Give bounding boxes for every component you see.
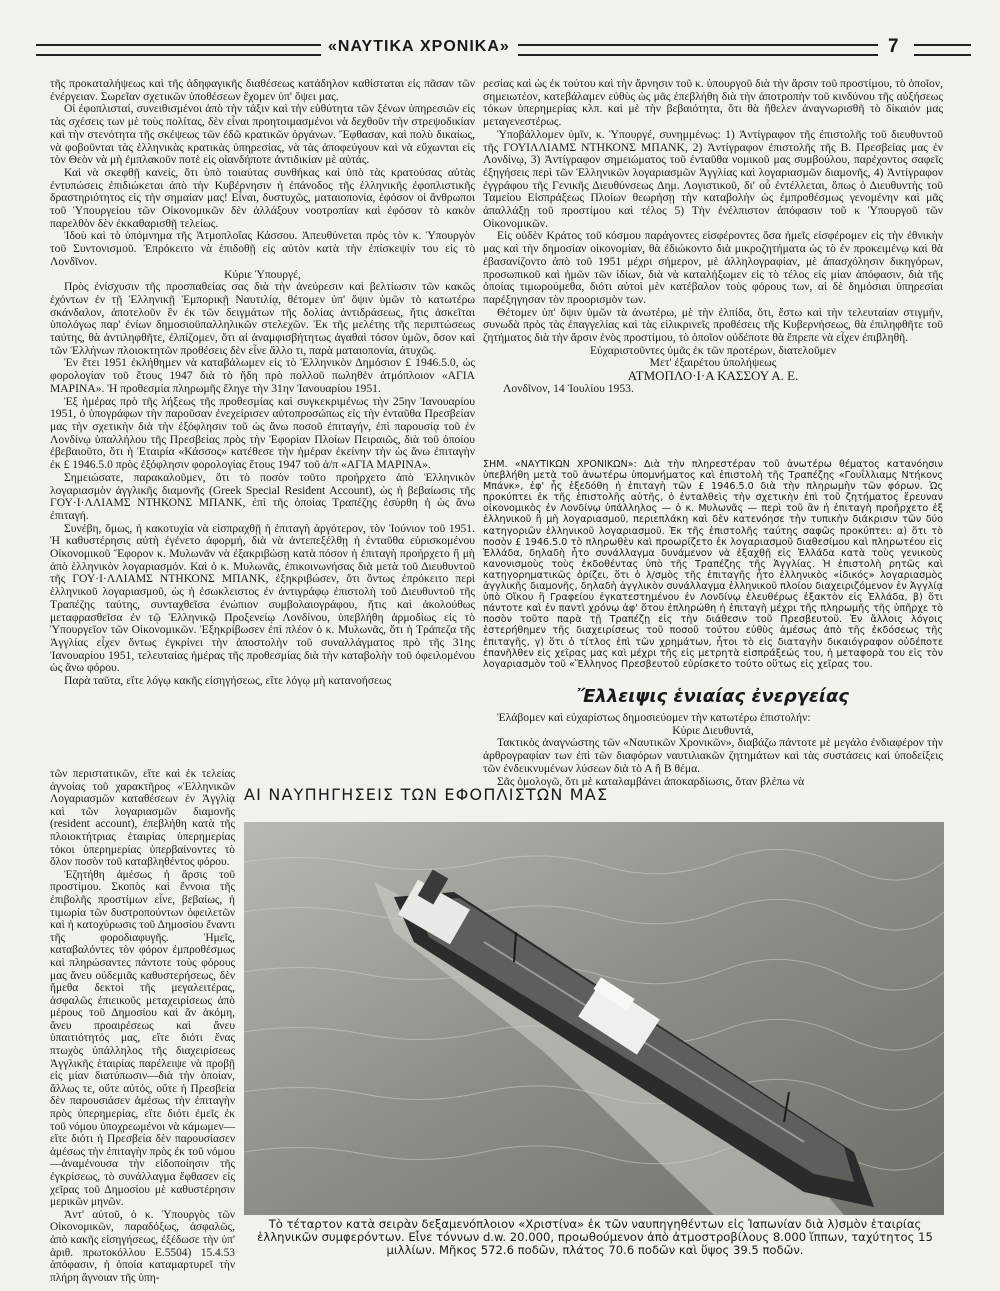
paragraph: Ἐξ ἡμέρας πρὸ τῆς λήξεως τῆς προθεσμίας καὶ συγκεκριμένως τὴν 25ην Ἰανουαρίου 1951, ὁ ὑπογράφων τὴν παροῦσαν ἐνεχείρισεν αὐτοπροσώπως εἰς τὴν ἐνταῦθα Πρεσβείαν μας τὴν σχετικὴν διὰ τὴν ἐξόφλησιν τοῦ ὡς ἄνω ποσοῦ ἐπιταγήν, ἐπὶ παρουσίᾳ τοῦ ἐν Λονδίνῳ ὑπαλλήλου τῆς Πρεσβείας πρὸς τὴν Ἐφορίαν Πλοίων Πειραιῶς, διὰ τοῦ ὁποίου ἐβεβαιοῦτο, ὅτι ἡ Ἑταιρία «Κάσσος» κατέθεσε τὴν ἡμέραν ἐκείνην τὴν ὡς ἄνω ἐπιταγὴν ἐκ £ 1946.5.0 πρὸς ἐξόφλησιν φορολογίας ἔτους 1947 τοῦ ἁ/π «ΑΓΙΑ ΜΑΡΙΝΑ». — [50, 394, 475, 472]
paragraph: Θέτομεν ὑπ' ὄψιν ὑμῶν τὰ ἀνωτέρω, μὲ τὴν ἐλπίδα, ὅτι, ἔστω καὶ τὴν τελευταίαν στιγμήν, συνωδὰ πρὸς τὰς ἐπαγγελίας καὶ τὰς εἰλικρινεῖς προθέσεις τῆς Κυβερνήσεως, θὰ ἐπιληφθῆτε τοῦ ζητήματος διὰ τὴν ἄρσιν ἑνὸς προστίμου, τὸ ὁποῖον οὐδέποτε θὰ ἔπρεπε νὰ εἶχεν ἐπιβληθῆ. — [483, 305, 943, 345]
rule-right — [518, 44, 878, 56]
paragraph: Οἱ ἐφοπλισταί, συνειθισμένοι ἀπὸ τὴν τάξιν καὶ τὴν εὐθύτητα τῶν ξένων ὑπηρεσιῶν εἰς τὰς σχέσεις των μὲ τοὺς πολίτας, δὲν εἶναι προητοιμασμένοι νὰ δεχθοῦν τὴν στρεψοδικίαν καὶ τὴν στενότητα τῆς σκέψεως τῶν ἐδῶ κρατικῶν ὀργάνων. Ἔφθασαν, καὶ πολὺ δικαίως, νὰ φοβοῦνται τὰς ἑλληνικὰς κρατικὰς ὑπηρεσίας, νὰ τὰς ἀποφεύγουν καὶ νὰ εὔχωνται εἰς τὸν Θεὸν νὰ μὴ ἐμπλακοῦν ποτὲ εἰς οἱανδήποτε ἀντιδικίαν μὲ αὐτάς. — [50, 102, 475, 167]
paragraph: Πρὸς ἐνίσχυσιν τῆς προσπαθείας σας διὰ τὴν ἀνεύρεσιν καὶ βελτίωσιν τῶν κακῶς ἐχόντων ἐν τῇ Ἑλληνικῇ Ἐμπορικῇ Ναυτιλίᾳ, θέτομεν ὑπ' ὄψιν ὑμῶν τὸ κατωτέρω σκάνδαλον, ἀποτελοῦν ἓν ἐκ τῶν δειγμάτων τῆς δολίας ἀντιδράσεως, ἥτις ἀσκεῖται ὑπολόγως παρ' ἐνίων δημοσιοϋπαλληλικῶν στελεχῶν. Ἐκ τῆς μελέτης τῆς περιπτώσεως ταύτης, θὰ ἀντιληφθῆτε, ἐλπίζομεν, ὅτι αἱ ἀναμφισβήτητως ἀγαθαὶ τόσον ὑμῶν, ὅσον καὶ τῶν Ἑλλήνων πλοιοκτητῶν προθέσεις δὲν εἶνε ἄλλο τι, παρὰ ματαιοπονία, ἀτυχῶς. — [50, 280, 475, 357]
closing: Εὐχαριστοῦντες ὑμᾶς ἐκ τῶν προτέρων, διατελοῦμεν — [589, 343, 837, 357]
paragraph: τῆς προκαταλήψεως καὶ τῆς ἀδηφαγικῆς διαθέσεως κατάδηλον καθίσταται εἰς πᾶσαν τῶν ἐνέργειαν. Σωρεῖαν σχετικῶν ὑποθέσεων ἔχομεν ὑπ' ὄψει μας. — [50, 77, 475, 103]
tanker-photo — [244, 822, 944, 1215]
closing: Μετ' ἐξαιρέτου ὑπολήψεως — [649, 356, 777, 370]
paragraph: Παρὰ ταῦτα, εἴτε λόγῳ κακῆς εἰσηγήσεως, εἴτε λόγῳ μὴ κατανοήσεως — [64, 674, 392, 688]
letter-column — [483, 711, 943, 788]
paragraph: τῶν περιστατικῶν, εἴτε καὶ ἐκ τελείας ἀγνοίας τοῦ χαρακτῆρος «Ἑλληνικῶν Λογαριασμῶν καταθέσεων ἐν Ἀγγλίᾳ καὶ τῶν λογαριασμῶν διαμονῆς (resident account), ἐπεβλήθη κατὰ τῆς πλοιοκτήτριας ἑταιρίας ὑπερημερίας τόκοι ὑπερημερίας ὑπερβαίνοντες τὸ ὅλον ποσὸν τοῦ καταβληθέντος φόρου. — [50, 768, 235, 869]
rule-end — [914, 44, 971, 56]
right-column — [483, 78, 943, 458]
paragraph: Ἐλάβομεν καὶ εὐχαρίστως δημοσιεύομεν τὴν κατωτέρω ἐπιστολήν: — [497, 711, 811, 724]
note-text: ΣΗΜ. «ΝΑΥΤΙΚΩΝ ΧΡΟΝΙΚΩΝ»: Διὰ τὴν πληρεστέραν τοῦ ἀνωτέρω θέματος κατανόησιν ὑπεβλήθη μετὰ τοῦ ἀνωτέρω ὑπομνήματος καὶ ἐπιστολὴ τῆς Τραπέζης «Γουΐλλιαμς Ντήκονς Μπάνκ», ἐφ' ἧς ἐξεδόθη ἡ ἐπιταγὴ τῶν £ 1946.5.0 διὰ τὴν πληρωμὴν τῶν φόρων. Ὡς προκύπτει ἐκ τῆς ἐπιστολῆς αὐτῆς, ὁ ἐνταλθεὶς τὴν σχετικὴν ἐπὶ τοῦ ζητήματος ἔρευναν οἰκονομικὸς ἐν Λονδίνῳ ὑπάλληλος — ὁ κ. Μυλωνᾶς — περὶ τοῦ ἂν ἡ ἐπιταγὴ προῆρχετο ἐξ ἑλληνικοῦ ἢ μὴ λογαριασμοῦ, περιεπλάκη καὶ δὲν κατενόησε τὴν τυπικὴν διάκρισιν τῶν δύο κατηγοριῶν ἑλληνικοῦ λογαριασμοῦ. Ἐκ τῆς ἐπιστολῆς ταύτης σαφῶς προκύπτει: α) ὅτι τὸ ποσὸν £ 1946.5.0 τὸ πληρωθὲν καὶ προωρίζετο ἐκ λογαριασμοῦ διαθεσίμου καὶ πληρωτέου εἰς Ἑλλάδα, δηλαδὴ ἦτο συνάλλαγμα δυνάμενον νὰ ἐξαχθῇ εἰς Ἑλλάδα κατὰ τοὺς γενικοὺς κανονισμοὺς τοὺς ἐκδοθέντας ὑπὸ τῆς Τραπέζης τῆς Ἀγγλίας. Ἡ ἐπιστολὴ ρητῶς καὶ κατηγορηματικῶς ὁρίζει, ὅτι ὁ λ/σμὸς τῆς ἐπιταγῆς ἦτο ἑλληνικὸς «ἰδικός» λογαριασμὸς ἀγγλικῆς διαμονῆς, δηλαδὴ ἀγγλικὸν συνάλλαγμα ἑλληνικοῦ πλοίου διαχειριζόμενον ἐν Ἀγγλίᾳ ὑπὸ Οἴκου ἢ Γραφείου ἐγκατεστημένου ἐν Λονδίνῳ ἐλευθέρως ἐξακτὸν εἰς Ἑλλάδα, β) ὅτι πάντοτε καὶ ἐν παντὶ χρόνῳ ἀφ' ὅτου ἐπληρώθη ἡ ἐπιταγὴ μέχρι τῆς πληρωμῆς τῆς ὑπῆρχε τὸ ποσὸν τοῦτο παρὰ τῇ Τραπέζῃ εἰς τὴν διάθεσιν τοῦ Πρεσβευτοῦ. Ἐν ἄλλοις λόγοις ἐστερήθημεν τῆς διαχειρίσεως τοῦ ποσοῦ τούτου εὐθὺς ἀμέσως ἀπὸ τῆς ἐκδόσεως τῆς ἐπιταγῆς, γ) ὅτι ὁ τίτλος ἐπὶ τῶν χρημάτων, ἦτοι τὸ εἰς διαταγὴν δικαιόγραφον οὐδέποτε ἐπανῆλθεν εἰς χεῖρας μας καὶ μέχρι τῆς εἰς μετρητὰ εἰσπράξεώς του, ἡ μεταφορὰ του εἰς τὸν λογαριασμὸν τοῦ «Ἕλληνος Πρεσβευτοῦ εὑρίσκετο τούτο οὕτως εἰς χεῖρας του. — [483, 459, 943, 670]
photo-caption: Τὸ τέταρτον κατὰ σειρὰν δεξαμενόπλοιον «Χριστίνα» ἐκ τῶν ναυπηγηθέντων εἰς Ἰαπωνίαν διὰ λ)σμὸν ἑταιρίας ἑλληνικῶν συμφερόντων. Εἶνε τόννων d.w. 20.000, προωθούμενον ἀπὸ ἀτμοστροβίλους 8.000 ἵππων, ταχύτητος 15 μιλλίων. Μῆκος 572.6 ποδῶν, πλάτος 70.6 ποδῶν καὶ ὕψος 39.5 ποδῶν. — [257, 1217, 933, 1257]
left-column — [50, 78, 475, 768]
signature: ΑΤΜΟΠΛΟ·Ι·Α ΚΑΣΣΟΥ Α. Ε. — [627, 368, 799, 384]
paragraph: Εἰς οὐδὲν Κράτος τοῦ κόσμου παράγοντες εἰσφέροντες ὅσα ἡμεῖς εἰσφέρομεν εἰς τὴν ἐθνικὴν μας καὶ τὴν δημοσίαν οἰκονομίαν, θὰ ἐδιώκοντο διὰ μικροζητήματα ὡς τὸ ἐν προκειμένῳ καὶ θὰ ἐβασανίζοντο ἀπὸ τοῦ 1951 μέχρι σήμερον, μὲ ἀλληλογραφίαν, μὲ ἀπασχόλησιν δικηγόρων, προσωπικοῦ καὶ ἡμῶν τῶν ἰδίων, διὰ νὰ καταλήξωμεν εἰς τὸ τέλος εἰς μίαν ἀπόφασιν, διὰ τῆς ὁποίας τιμωρούμεθα, διότι αὐτοὶ μὲν κατέβαλον τοὺς φόρους των, αἱ δὲ δημόσιαι ὑπηρεσίαι παρέξηγησαν τὸν προορισμὸν των. — [483, 229, 943, 306]
paragraph: Ἐν ἔτει 1951 ἐκλήθημεν νὰ καταβάλωμεν εἰς τὸ Ἑλληνικὸν Δημόσιον £ 1946.5.0, ὡς φορολογίαν τοῦ ἔτους 1947 διὰ τὸ ἤδη πρὸ πολλοῦ πωληθὲν ἀτμόπλοιον «ΑΓΙΑ ΜΑΡΙΝΑ». Ἡ προθεσμία πληρωμῆς ἔληγε τὴν 31ην Ἰανουαρίου 1951. — [50, 356, 475, 395]
paragraph: Ὑποβάλλομεν ὑμῖν, κ. Ὑπουργέ, συνημμένως: 1) Ἀντίγραφον τῆς ἐπιστολῆς τοῦ διευθυντοῦ τῆς ΓΟΥΙΛΛΙΑΜΣ ΝΤΗΚΟΝΣ ΜΠΑΝΚ, 2) Ἀντίγραφον ἐπιστολῆς τῆς Β. Πρεσβείας μας ἐν Λονδίνῳ, 3) Ἀντίγραφον σημειώματος τοῦ ἐνταῦθα νομικοῦ μας συμβούλου, παρέχοντος σαφεῖς ἐξηγήσεις περὶ τῶν Ἑλληνικῶν λογαριασμῶν Ἀγγλίας καὶ λογαριασμῶν διαμονῆς, 4) Ἀντίγραφον ἐγγράφου τῆς Γενικῆς Διευθύνσεως Δημ. Λογιστικοῦ, δι' οὗ ἐντέλλεται, ὅπως ὁ Διευθυντὴς τοῦ Ταμείου Εἰσπράξεως Πλοίων θεωρήσῃ τὴν καταβολὴν ὡς ἐμπροθέσμως γενομένην καὶ μᾶς ἀπαλλάξῃ τοῦ προστίμου καὶ τέλος 5) Τὴν ἐνέλπιστον ἀπόφασιν τοῦ κ Ὑπουργοῦ τῶν Οἰκονομικῶν. — [483, 127, 943, 230]
paragraph: Ἐζητήθη ἀμέσως ἡ ἄρσις τοῦ προστίμου. Σκοπὸς καὶ ἔννοια τῆς ἐπιβολῆς προστίμων εἶνε, βεβαίως, ἡ τιμωρία τῶν δυστροπούντων ὀφειλετῶν καὶ ἡ κατοχύρωσις τοῦ Δημοσίου ἔναντι τῆς φοροδιαφυγῆς. Ἡμεῖς, καταβαλόντες τὸν φόρον ἐμπροθέσμως καὶ πληρώσαντες πάντοτε τοὺς φόρους μας ἄνευ οὐδεμιᾶς καθυστερήσεως, δὲν ἤμεθα δεκτοὶ τῆς μεγαλειτέρας, ἀσφαλῶς ἐπιεικοῦς μεταχειρίσεως ἀπὸ μέρους τοῦ Δημοσίου καὶ ἄν ἀκόμη, ἄνευ προαιρέσεως καὶ ἄνευ ὑπαιτιότητός μας, εἴτε διότι ἕνας πτωχὸς ὑπάλληλος τῆς διαχειρίσεως Ἀγγλικῆς ἑταιρίας παρέλειψε νὰ προβῇ εἰς μίαν διατύπωσιν—διὰ τὴν ὁποίαν, ἄλλως τε, οὔτε αὐτός, οὔτε ἡ Πρεσβεία δὲν παρουσιάσεν ἀμέσως τὴν ἐπιταγὴν πρὸς ὑπερημερίας, εἴτε διότι ἐμεῖς ἐκ τοῦ νόμου ὑποχρεωμένοι νὰ κάμωμεν—εἴτε διότι ἡ Πρεσβεία δὲν παρουσίασεν ἀμέσως τὴν ἐπιταγὴν πρὸς ἐκ τοῦ νόμου—ἀναμένουσα τὴν εἰδοποίησιν τῆς ἐγκρίσεως, τὸ συνάλλαγμα ἔφθασεν εἰς χεῖρας τοῦ Δημοσίου μὲ καθυστέρησιν μερικῶν μηνῶν. — [50, 868, 235, 1209]
paragraph: Σημειώσατε, παρακαλοῦμεν, ὅτι τὸ ποσὸν τοῦτο προήρχετο ἀπὸ Ἑλληνικὸν λογαριασμὸν ἀγγλικῆς διαμονῆς (Greek Special Resident Account), ὡς ἡ βεβαίωσις τῆς ΓΟΥ·Ι·ΛΛΙΑΜΣ ΝΤΗΚΟΝΣ ΜΠΑΝΚ, ἐπὶ τῆς ὁποίας Τραπέζης ἐσύρθη ἡ ὡς ἄνω ἐπιταγή. — [50, 470, 475, 522]
left-column-lower — [50, 768, 235, 1284]
photo-title: ΑΙ ΝΑΥΠΗΓΗΣΕΙΣ ΤΩΝ ΕΦΟΠΛΙΣΤΩΝ ΜΑΣ — [244, 785, 609, 804]
paragraph: Ἰδοὺ καὶ τὸ ὑπόμνημα τῆς Ἀτμοπλοΐας Κάσσου. Ἀπευθύνεται πρὸς τὸν κ. Ὑπουργὸν τοῦ Συντονισμοῦ. Ἐπρόκειτο νὰ ἐπιδοθῇ εἰς αὐτὸν κατὰ τὴν ἐπίσκεψίν του εἰς τὸ Λονδῖνον. — [50, 229, 475, 268]
page-number: 7 — [888, 36, 899, 57]
salutation: Κύριε Διευθυντά, — [672, 723, 754, 737]
paragraph: Καὶ νὰ σκεφθῇ κανείς, ὅτι ὑπὸ τοιαύτας συνθήκας καὶ ὑπὸ τὰς κρατούσας αὐτὰς ἐντυπώσεις ἐπιδιώκεται ἀπὸ τὴν Κυβέρνησιν ἡ ἐπάνοδος τῆς ἑλληνικῆς ἐφοπλιστικῆς δραστηριότητος εἰς τὴν σημαίαν μας! Εἶναι, δυστυχῶς, ματαιοπονία, ἐφόσον οἱ ἄνθρωποι τοῦ Ὑπουργείου τῶν Οἰκονομικῶν δὲν ἀλλάξουν νοοτροπίαν καὶ ἐφόσον τὸ κακὸν παρελθὸν δὲν ἐκκαθαρισθῇ τελείως. — [50, 165, 475, 230]
masthead — [36, 38, 971, 60]
paragraph: Ἀντ' αὐτοῦ, ὁ κ. Ὑπουργὸς τῶν Οἰκονομικῶν, παραδόξως, ἀσφαλῶς, ἀπὸ κακῆς εἰσηγήσεως, ἐξέδωσε τὴν ὑπ' ἀριθ. πρωτοκόλλου Ε.5504) 15.4.53 ἀπόφασιν, ἡ ὁποία καταμαρτυρεῖ τὴν πλήρη ἄγνοιαν τῆς ὑπη- — [50, 1208, 235, 1284]
editorial-note — [483, 459, 943, 681]
paragraph: Σᾶς ὁμολογῶ, ὅτι μὲ καταλαμβάνει ἀποκαρδίωσις, ὅταν βλέπω νὰ — [497, 774, 805, 788]
salutation: Κύριε Ὑπουργέ, — [224, 267, 301, 281]
ship-illustration — [244, 822, 944, 1215]
paragraph: ρεσίας καὶ ὡς ἐκ τούτου καὶ τὴν ἄρνησιν τοῦ κ. ὑπουργοῦ διὰ τὴν ἄρσιν τοῦ προστίμου, τὸ ὁποῖον, σημειωτέον, κατεβάλαμεν εὐθὺς ὡς μᾶς ἐπεβλήθη διὰ τὴν ἀποτροπὴν τοῦ κινδύνου τῆς αὐξήσεως τόκων ὑπερημερίας κλπ. καὶ μὲ τὴν βεβαιότητα, ὅτι θὰ ἤθελεν ἀναγνωρισθῆ τὸ δίκαιόν μας μεταγενεστέρως. — [483, 77, 943, 129]
rule-left — [36, 44, 321, 56]
dateline: Λονδῖνον, 14 Ἰουλίου 1953. — [503, 381, 634, 395]
article-heading: Ἔλλειψις ἑνιαίας ἐνεργείας — [577, 686, 849, 707]
paragraph: Τακτικὸς ἀναγνώστης τῶν «Ναυτικῶν Χρονικῶν», διαβάζω πάντοτε μὲ μεγάλο ἐνδιαφέρον τὴν ἀρθρογραφίαν των ἐπὶ τῶν διαφόρων ναυτιλιακῶν ζητημάτων καὶ τὰς συστάσεις καὶ ὑποδείξεις τῶν ἐνδεικνυμένων λύσεων διὰ τὸ Α ἢ Β θέμα. — [483, 736, 943, 775]
paragraph: Συνέβη, ὅμως, ἡ κακοτυχία νὰ εἰσπραχθῇ ἡ ἐπιταγὴ ἀργότερον, τὸν Ἰούνιον τοῦ 1951. Ἡ καθυστέρησις αὐτὴ ἐγένετο ἀφορμή, διὰ νὰ ἀντεπεξέλθῃ ἡ ἐνταῦθα εὑρισκομένου Οἰκονομικοῦ Ἔφορον κ. Μυλωνᾶν νὰ ἐξακριβώσῃ κατὰ πόσον ἡ ἐπιταγὴ προήρχετο ἢ μὴ ἀπὸ ἑλληνικὸν λογαριασμόν. Καὶ ὁ κ. Μυλωνᾶς, ἐπικοινωνήσας διὰ μετὰ τοῦ Διευθυντοῦ τῆς ΓΟΥ·Ι·ΛΛΙΑΜΣ ΝΤΗΚΟΝΣ ΜΠΑΝΚ, ἐξηκριβώσεν, ὅτι ὄντως ἐπρόκειτο περὶ ἑλληνικοῦ λογαριασμοῦ, ὡς ἡ ἐσωκλειστος ἐν ἀντιγράφῳ ἐπιστολὴ τοῦ Διευθυντοῦ τῆς Τραπέζης ταύτης, συνταχθεῖσα ἐνώπιον συμβολαιογράφου, ἥτις καὶ ἀκολούθως μεταφρασθεῖσα ἐν τῷ Ἑλληνικῷ Προξενείῳ Λονδίνου, ὑπεβλήθη ἁρμοδίως εἰς τὸ Ὑπουργεῖον τῶν Οἰκονομικῶν. Ἐξηκρίβωσεν ἐπὶ πλέον ὁ κ. Μυλωνᾶς, ὅτι ἡ Τράπεζα τῆς Ἀγγλίας εἶχεν ὄντως ἐγκρίνει τὴν ἀποστολὴν τοῦ συναλλάγματος πρὸ τῆς 31ης Ἰανουαρίου 1951, τελευταίας ἡμέρας τῆς προθεσμίας διὰ τὴν καταβολὴν τοῦ ὀφειλομένου ὡς ἄνω φόρου. — [50, 521, 475, 675]
newspaper-title: «ΝΑΥΤΙΚΑ ΧΡΟΝΙΚΑ» — [328, 38, 510, 55]
